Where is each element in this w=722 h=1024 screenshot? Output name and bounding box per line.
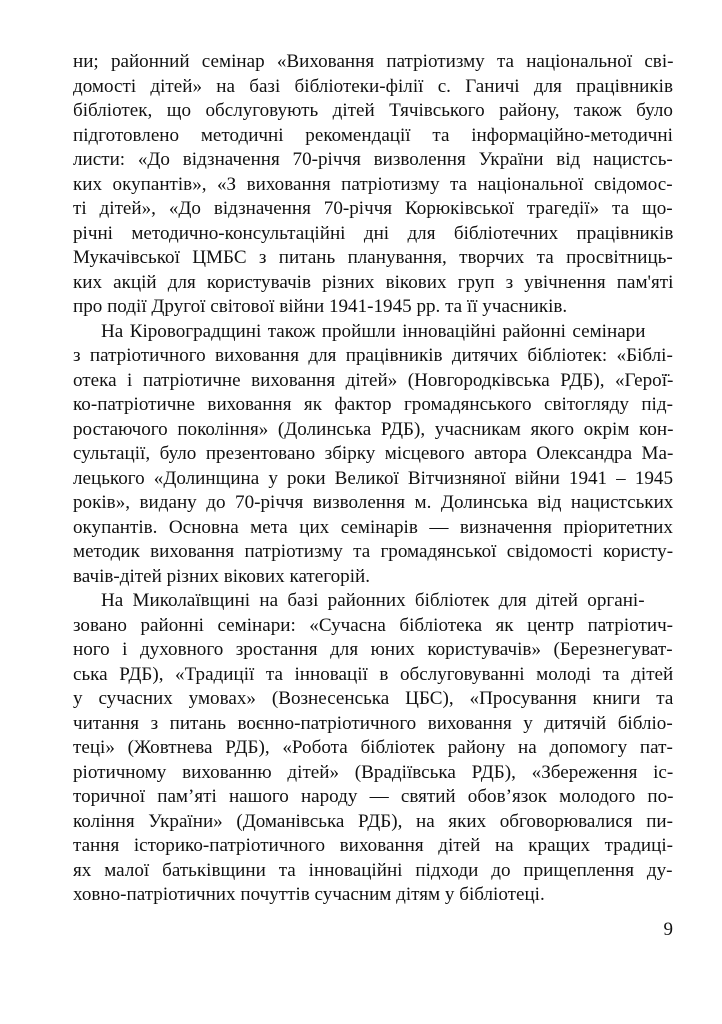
text-line: торичної пам’яті нашого народу — святий обов’язок молодого по- — [73, 786, 674, 807]
text-line: ни; районний семінар «Виховання патріотизму та національної сві- — [73, 51, 674, 72]
text-line: ростаючого покоління» (Долинська РДБ), учасникам якого окрім кон- — [73, 418, 674, 440]
text-line: у сучасних умовах» (Вознесенська ЦБС), «Просування книги та — [73, 688, 674, 709]
text-line: ко-патріотичне виховання як фактор громадянського світогляду під- — [73, 394, 673, 415]
text-line: підготовлено методичні рекомендації та інформаційно-методичні — [73, 124, 673, 146]
paragraph-2 — [73, 320, 673, 590]
text-line: отека і патріотичне виховання дітей» (Новгородківська РДБ), «Герої̈- — [73, 369, 674, 391]
text-line: На Миколаївщині на базі районних бібліотек для дітей органі- — [101, 590, 645, 611]
text-line: домості дітей» на базі бібліотеки-філії с. Ганичі для працівників — [73, 75, 673, 97]
text-line: річні методично-консультаційні дні для бібліотечних працівників — [73, 222, 674, 244]
text-line: На Кіровоградщині також пройшли інноваційні районні семінари — [101, 320, 646, 342]
text-line: коління України» (Доманівська РДБ), на яких обговорювалися пи- — [73, 810, 674, 832]
text-line: ких акцій для користувачів різних вікових груп з увічнення пам'яті — [73, 271, 674, 293]
text-line: з патріотичного виховання для працівників дитячих бібліотек: «Біблі- — [73, 345, 673, 366]
text-line: теці» (Жовтнева РДБ), «Робота бібліотек району на допомогу пат- — [73, 737, 673, 758]
text-line: років», видану до 70-річчя визволення м. Долинська від нацистських — [73, 492, 674, 513]
text-line: ті дітей», «До відзначення 70-річчя Корюківської трагедії» та що- — [73, 198, 673, 219]
text-line: вачів-дітей різних вікових категорій. — [73, 565, 370, 587]
text-line: читання з питань воєнно-патріотичного виховання у дитячій бібліо- — [73, 712, 673, 734]
text-line: бібліотек, що обслуговують дітей Тячівського району, також було — [73, 100, 673, 121]
text-line: методик виховання патріотизму та громадянської свідомості користу- — [73, 541, 674, 562]
paragraph-3 — [73, 589, 673, 908]
text-line: листи: «До відзначення 70-річчя визволення України від нацистсь- — [73, 149, 673, 170]
text-line: ріотичному вихованню дітей» (Врадіївська РДБ), «Збереження іс- — [73, 761, 674, 783]
text-line: сультації, було презентовано збірку місцевого автора Олександра Ма- — [73, 443, 674, 464]
text-line: ська РДБ), «Традиції та інновації в обслуговуванні молоді та дітей — [73, 663, 674, 685]
text-line: тання історико-патріотичного виховання дітей на кращих традиці- — [73, 835, 674, 856]
paragraph-1 — [73, 50, 673, 320]
text-line: ких окупантів», «З виховання патріотизму та національної свідомос- — [73, 173, 673, 195]
text-line: ного і духовного зростання для юних користувачів» (Березнегуват- — [73, 639, 673, 660]
page-body — [73, 50, 673, 908]
text-line: ях малої батьківщини та інноваційні підходи до прищеплення ду- — [73, 859, 673, 881]
text-line: ховно-патріотичних почуттів сучасним дітям у бібліотеці. — [73, 884, 545, 905]
text-line: зовано районні семінари: «Сучасна бібліотека як центр патріотич- — [73, 614, 674, 636]
page-number: 9 — [663, 919, 673, 940]
text-line: про події Другої світової війни 1941-1945 рр. та її учасників. — [73, 296, 568, 317]
text-line: окупантів. Основна мета цих семінарів — визначення пріоритетних — [73, 516, 673, 538]
text-line: Мукачівської ЦМБС з питань планування, творчих та просвітниць- — [73, 247, 673, 268]
text-line: лецького «Долинщина у роки Великої Вітчизняної війни 1941 – 1945 — [73, 467, 674, 489]
